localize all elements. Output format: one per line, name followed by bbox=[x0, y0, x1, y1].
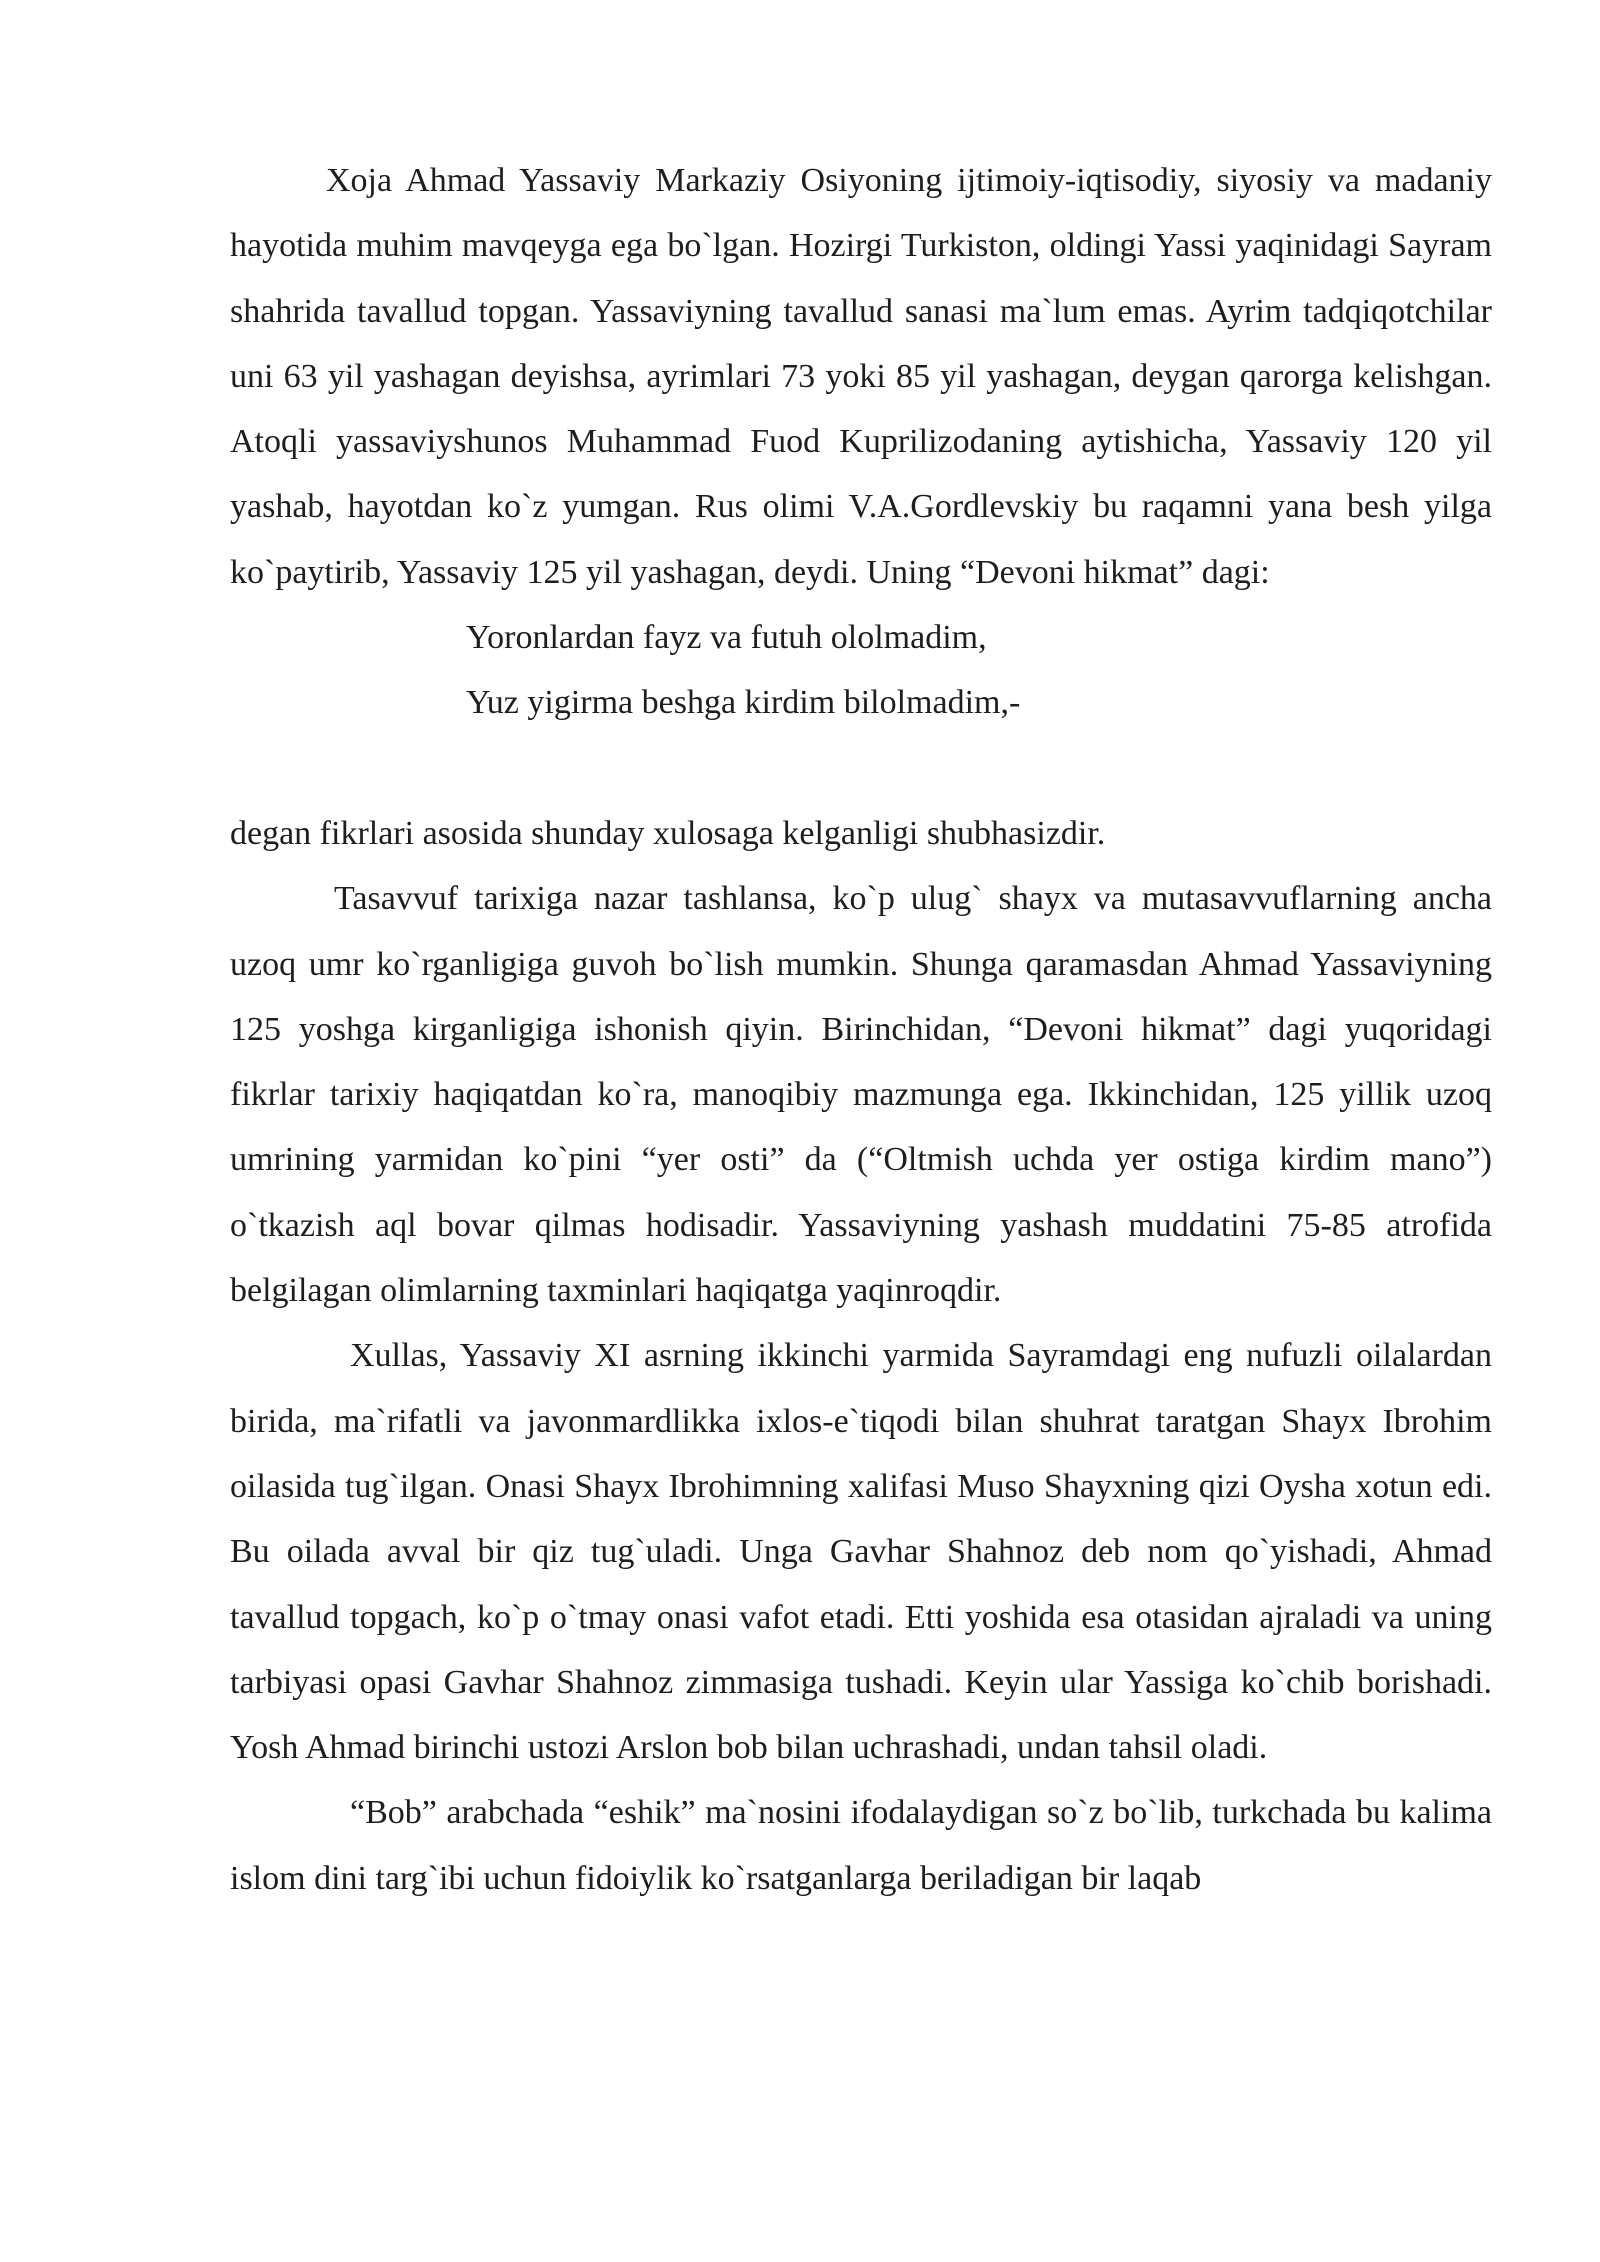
paragraph-intro: Xoja Ahmad Yassaviy Markaziy Osiyoning ijtimoiy-iqtisodiy, siyosiy va madaniy hayotida muhim mavqeyga ega bo`lgan. Hozirgi Turkiston, oldingi Yassi yaqinidagi Sayram shahrida tavallud topgan. Yassaviyning tavallud sanasi ma`lum emas. Ayrim tadqiqotchilar uni 63 yil yashagan deyishsa, ayrimlari 73 yoki 85 yil yashagan, deygan qarorga kelishgan. Atoqli yassaviyshunos Muhammad Fuod Kuprilizodaning aytishicha, Yassaviy 120 yil yashab, hayotdan ko`z yumgan. Rus olimi V.A.Gordlevskiy bu raqamni yana besh yilga ko`paytirib, Yassaviy 125 yil yashagan, deydi. Uning “Devoni hikmat” dagi: bbox=[230, 162, 1492, 591]
document-body bbox=[230, 148, 1492, 1911]
verse-line-2: Yuz yigirma beshga kirdim bilolmadim,- bbox=[466, 684, 1021, 722]
verse-line-1: Yoronlardan fayz va futuh ololmadim, bbox=[466, 619, 987, 657]
paragraph-birth: Xullas, Yassaviy XI asrning ikkinchi yarmida Sayramdagi eng nufuzli oilalardan birida, ma`rifatli va javonmardlikka ixlos-e`tiqodi bilan shuhrat taratgan Shayx Ibrohim oilasida tug`ilgan. Onasi Shayx Ibrohimning xalifasi Muso Shayxning qizi Oysha xotun edi. Bu oilada avval bir qiz tug`uladi. Unga Gavhar Shahnoz deb nom qo`yishadi, Ahmad tavallud topgach, ko`p o`tmay onasi vafot etadi. Etti yoshida esa otasidan ajraladi va uning tarbiyasi opasi Gavhar Shahnoz zimmasiga tushadi. Keyin ular Yassiga ko`chib borishadi. Yosh Ahmad birinchi ustozi Arslon bob bilan uchrashadi, undan tahsil oladi. bbox=[230, 1337, 1492, 1767]
paragraph-conclusion: degan fikrlari asosida shunday xulosaga kelganligi shubhasizdir. bbox=[230, 814, 1106, 852]
blank-line bbox=[230, 736, 1492, 801]
paragraph-tasavvuf: Tasavvuf tarixiga nazar tashlansa, ko`p ulug` shayx va mutasavvuflarning ancha uzoq umr ko`rganligiga guvoh bo`lish mumkin. Shunga qaramasdan Ahmad Yassaviyning 125 yoshga kirganligiga ishonish qiyin. Birinchidan, “Devoni hikmat” dagi yuqoridagi fikrlar tarixiy haqiqatdan ko`ra, manoqibiy mazmunga ega. Ikkinchidan, 125 yillik uzoq umrining yarmidan ko`pini “yer osti” da (“Oltmish uchda yer ostiga kirdim mano”) o`tkazish aql bovar qilmas hodisadir. Yassaviyning yashash muddatini 75-85 atrofida belgilagan olimlarning taxminlari haqiqatga yaqinroqdir. bbox=[230, 880, 1492, 1310]
paragraph-bob: “Bob” arabchada “eshik” ma`nosini ifodalaydigan so`z bo`lib, turkchada bu kalima islom dini targ`ibi uchun fidoiylik ko`rsatganlarga beriladigan bir laqab bbox=[230, 1794, 1492, 1897]
